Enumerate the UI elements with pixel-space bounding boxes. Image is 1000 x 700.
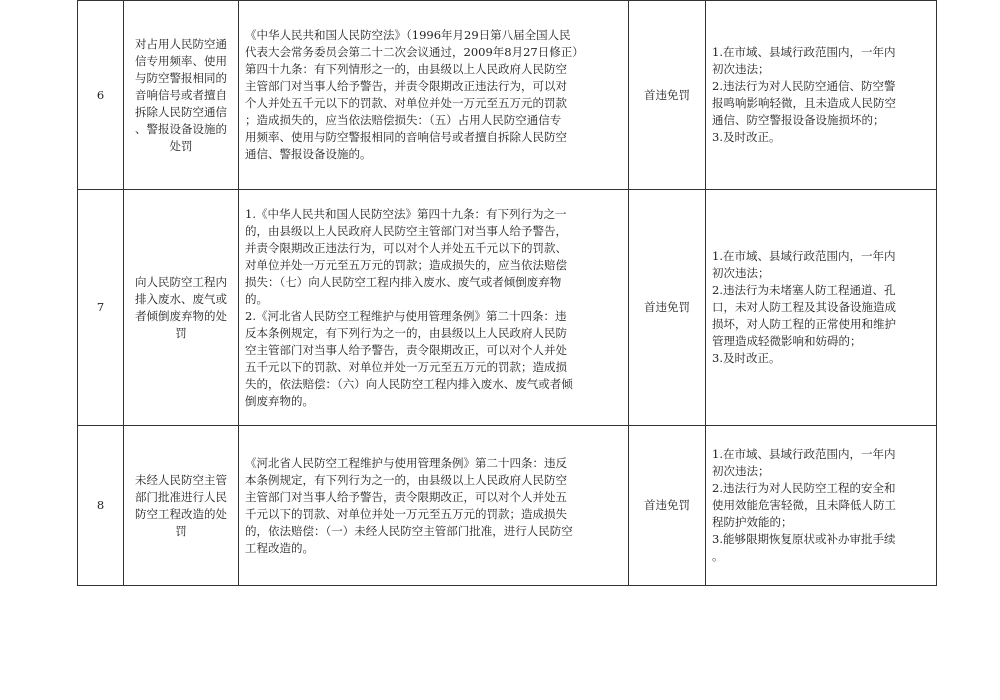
legal-basis-paragraph — [245, 455, 622, 557]
exemption-condition-line: 损坏，对人防工程的正常使用和维护 — [712, 317, 896, 331]
legal-basis-line: 空主管部门对当事人给予警告，责令限期改正，可以对个人并处 — [245, 342, 567, 357]
table-body — [78, 1, 937, 586]
legal-basis-line: 第四十九条：有下列情形之一的，由县级以上人民政府人民防空 — [245, 62, 567, 76]
legal-basis-line: 反本条例规定，有下列行为之一的，由县级以上人民政府人民防 — [245, 325, 567, 340]
legal-basis-line: ；造成损失的，应当依法赔偿损失：（五）占用人民防空通信专 — [245, 113, 562, 127]
exemption-condition-line: 。 — [712, 549, 724, 563]
exemption-condition-line: 1.在市域、县域行政范围内，一年内 — [712, 249, 896, 263]
legal-basis-line: 对单位并处一万元至五万元的罚款；造成损失的，应当依法赔偿 — [245, 257, 567, 272]
exemption-conditions-cell — [706, 1, 937, 190]
legal-basis-line: 并责令限期改正违法行为，可以对个人并处五千元以下的罚款、 — [245, 240, 567, 255]
legal-basis-line: 千元以下的罚款、对单位并处一万元至五万元的罚款；造成损失 — [245, 506, 567, 521]
penalty-item-line: 罚 — [175, 523, 187, 538]
legal-basis-line: 五千元以下的罚款、对单位并处一万元至五万元的罚款；造成损 — [245, 359, 567, 374]
exemption-condition-line: 初次违法； — [712, 266, 770, 280]
exemption-condition-line: 程防护效能的； — [712, 515, 793, 529]
exemption-condition-line: 使用效能危害轻微，且未降低人防工 — [712, 498, 896, 512]
exemption-condition-line: 3.及时改正。 — [712, 351, 781, 365]
exemption-condition-line: 3.及时改正。 — [712, 130, 781, 144]
legal-basis-line: 《中华人民共和国人民防空法》（1996年月29日第八届全国人民 — [245, 28, 571, 42]
penalty-item-line: 、警报设备设施的 — [135, 121, 227, 136]
penalty-item-cell — [124, 190, 239, 426]
penalty-item-line: 音响信号或者擅自 — [135, 87, 227, 102]
exemption-conditions-cell — [706, 426, 937, 586]
penalty-item-cell — [124, 426, 239, 586]
legal-basis-line: 代表大会常务委员会第二十二次会议通过，2009年8月27日修正） — [245, 45, 584, 59]
legal-basis-line: 本条例规定，有下列行为之一的，由县级以上人民政府人民防空 — [245, 472, 567, 487]
exemption-condition-line: 3.能够限期恢复原状或补办审批手续 — [712, 532, 896, 546]
penalty-item-line: 未经人民防空主管 — [135, 472, 227, 487]
exemption-type: 首违免罚 — [629, 1, 706, 190]
row-number: 6 — [78, 1, 124, 190]
exemption-condition-line: 通信、防空警报设备设施损坏的； — [712, 113, 885, 127]
legal-basis-line: 的。 — [245, 291, 268, 306]
penalty-item-line: 部门批准进行人民 — [135, 489, 227, 504]
legal-basis-line: 失的，依法赔偿：（六）向人民防空工程内排入废水、废气或者倾 — [245, 376, 573, 391]
row-number: 8 — [78, 426, 124, 586]
legal-basis-paragraph — [245, 308, 622, 410]
penalty-table — [77, 0, 937, 586]
legal-basis-line: 损失：（七）向人民防空工程内排入废水、废气或者倾倒废弃物 — [245, 274, 562, 289]
legal-basis-paragraph — [245, 27, 622, 163]
legal-basis-line: 个人并处五千元以下的罚款、对单位并处一万元至五万元的罚款 — [245, 96, 567, 110]
penalty-item-line: 防空工程改造的处 — [135, 506, 227, 521]
exemption-condition-line: 1.在市域、县域行政范围内，一年内 — [712, 447, 896, 461]
table-row — [78, 190, 937, 426]
legal-basis-line: 通信、警报设备设施的。 — [245, 147, 372, 161]
exemption-conditions-cell — [706, 190, 937, 426]
penalty-item-line: 向人民防空工程内 — [135, 274, 227, 289]
legal-basis-line: 2.《河北省人民防空工程维护与使用管理条例》第二十四条：违 — [245, 308, 567, 323]
penalty-item-line: 排入废水、废气或 — [135, 291, 227, 306]
table-row — [78, 426, 937, 586]
legal-basis-paragraph — [245, 206, 622, 308]
legal-basis-cell — [239, 1, 629, 190]
exemption-condition-line: 1.在市域、县域行政范围内，一年内 — [712, 45, 896, 59]
exemption-condition-line: 报鸣响影响轻微，且未造成人民防空 — [712, 96, 896, 110]
exemption-condition-line: 2.违法行为对人民防空工程的安全和 — [712, 481, 896, 495]
legal-basis-line: 《河北省人民防空工程维护与使用管理条例》第二十四条：违反 — [245, 455, 567, 470]
penalty-item-line: 信专用频率、使用 — [135, 53, 227, 68]
exemption-type: 首违免罚 — [629, 426, 706, 586]
penalty-item-line: 罚 — [175, 325, 187, 340]
exemption-condition-line: 管理造成轻微影响和妨碍的； — [712, 334, 862, 348]
legal-basis-cell — [239, 426, 629, 586]
exemption-type: 首违免罚 — [629, 190, 706, 426]
legal-basis-line: 主管部门对当事人给予警告，责令限期改正，可以对个人并处五 — [245, 489, 567, 504]
legal-basis-line: 1.《中华人民共和国人民防空法》第四十九条：有下列行为之一 — [245, 206, 567, 221]
legal-basis-line: 主管部门对当事人给予警告，并责令限期改正违法行为，可以对 — [245, 79, 567, 93]
penalty-item-line: 者倾倒废弃物的处 — [135, 308, 227, 323]
penalty-item-line: 处罚 — [169, 138, 193, 153]
penalty-item-line: 与防空警报相同的 — [135, 70, 227, 85]
legal-basis-line: 的，依法赔偿：（一）未经人民防空主管部门批准，进行人民防空 — [245, 523, 573, 538]
exemption-condition-line: 初次违法； — [712, 62, 770, 76]
penalty-item-line: 拆除人民防空通信 — [135, 104, 227, 119]
legal-basis-line: 倒废弃物的。 — [245, 393, 314, 408]
table-row — [78, 1, 937, 190]
exemption-condition-line: 初次违法； — [712, 464, 770, 478]
legal-basis-line: 工程改造的。 — [245, 540, 314, 555]
exemption-condition-line: 口，未对人防工程及其设备设施造成 — [712, 300, 896, 314]
penalty-item-cell — [124, 1, 239, 190]
penalty-item-line: 对占用人民防空通 — [135, 36, 227, 51]
row-number: 7 — [78, 190, 124, 426]
legal-basis-line: 的，由县级以上人民政府人民防空主管部门对当事人给予警告， — [245, 223, 567, 238]
legal-basis-cell — [239, 190, 629, 426]
exemption-condition-line: 2.违法行为未堵塞人防工程通道、孔 — [712, 283, 896, 297]
legal-basis-line: 用频率、使用与防空警报相同的音响信号或者擅自拆除人民防空 — [245, 130, 567, 144]
exemption-condition-line: 2.违法行为对人民防空通信、防空警 — [712, 79, 896, 93]
